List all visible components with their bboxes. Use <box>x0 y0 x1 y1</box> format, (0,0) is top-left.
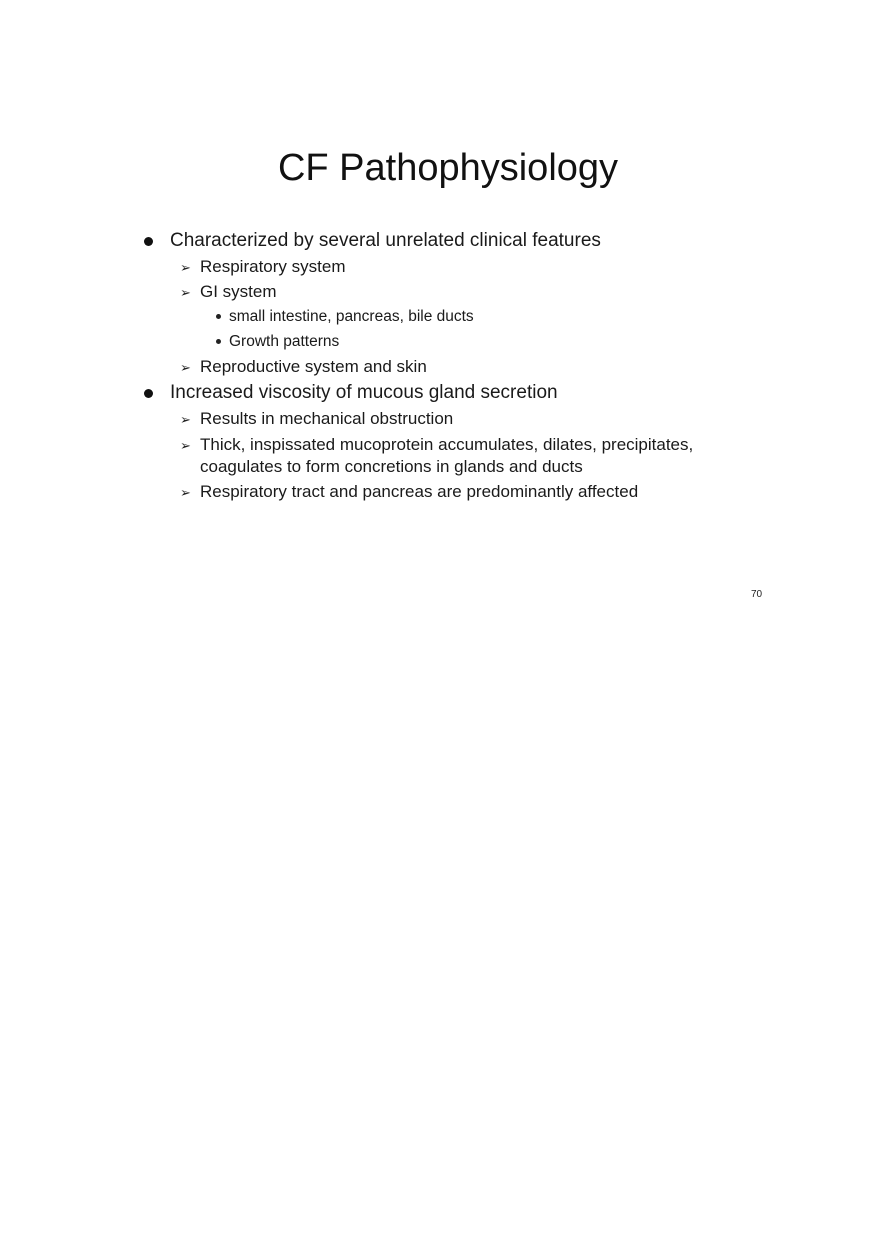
arrow-bullet-icon: ➢ <box>180 438 191 453</box>
sub-bullet-text-continuation: coagulates to form concretions in glands and ducts <box>200 457 583 476</box>
small-bullet-icon <box>216 314 221 319</box>
arrow-bullet-icon: ➢ <box>180 285 191 300</box>
sub-bullet-text: GI system <box>200 282 277 301</box>
bullet-text: Increased viscosity of mucous gland secretion <box>170 382 558 403</box>
arrow-bullet-icon: ➢ <box>180 360 191 375</box>
arrow-bullet-icon: ➢ <box>180 260 191 275</box>
sub-bullet-text: Respiratory system <box>200 257 346 276</box>
sub-sub-bullet-text: small intestine, pancreas, bile ducts <box>229 308 474 325</box>
small-bullet-icon <box>216 339 221 344</box>
sub-sub-bullet-text: Growth patterns <box>229 333 340 350</box>
sub-bullet-text: Thick, inspissated mucoprotein accumulates, dilates, precipitates, <box>200 435 694 454</box>
bullet-dot-icon <box>144 389 153 398</box>
page-number: 70 <box>751 589 763 600</box>
bullet-dot-icon <box>144 237 153 246</box>
sub-bullet-text: Respiratory tract and pancreas are predominantly affected <box>200 482 639 501</box>
slide-title: CF Pathophysiology <box>277 147 619 189</box>
bullet-text: Characterized by several unrelated clinical features <box>170 230 601 251</box>
sub-bullet-text: Reproductive system and skin <box>200 357 427 376</box>
arrow-bullet-icon: ➢ <box>180 412 191 427</box>
sub-bullet-text: Results in mechanical obstruction <box>200 409 454 428</box>
arrow-bullet-icon: ➢ <box>180 485 191 500</box>
